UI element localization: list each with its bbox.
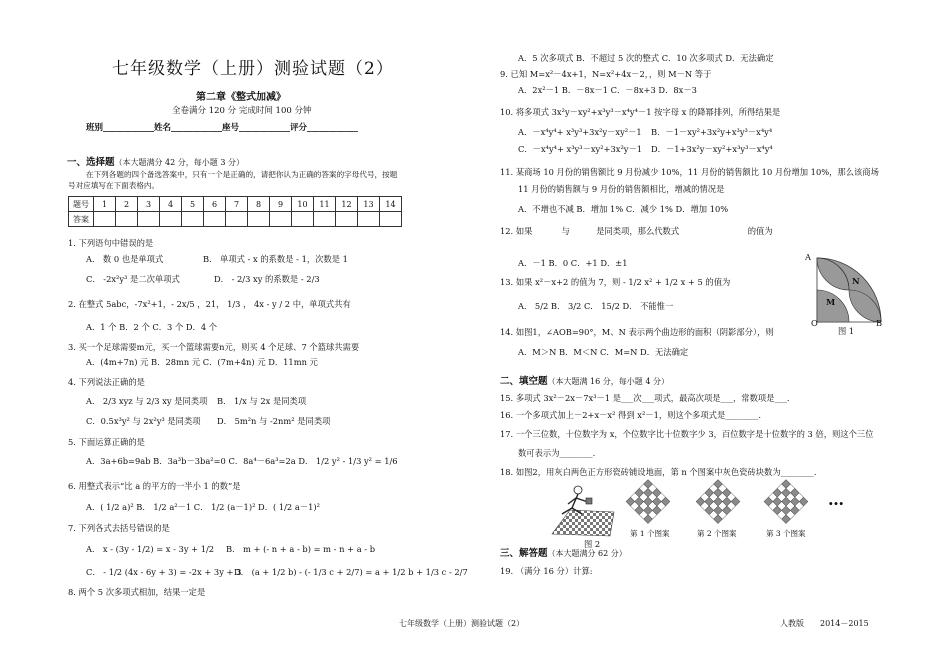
- answer-table-header-cell: 12: [336, 197, 358, 212]
- answer-table-answer-row: [69, 212, 402, 227]
- answer-cell[interactable]: [226, 212, 248, 227]
- question-11-options: A．不增也不减 B．增加 1% C．减少 1% D．增加 10%: [518, 204, 729, 214]
- footer-title: 七年级数学（上册）测验试题（2）: [399, 619, 525, 628]
- question-1: 1. 下列语句中错误的是: [68, 238, 154, 248]
- question-2: 2. 在整式 5abc，-7x²+1，- 2x/5 ，21， 1/3 ， 4x - y / 2 中，单项式共有: [68, 299, 351, 309]
- pattern-ellipsis: …: [828, 490, 844, 509]
- question-1-option-a: A． 数 0 也是单项式: [86, 254, 164, 264]
- answer-table-header-cell: 4: [160, 197, 182, 212]
- question-9: 9. 已知 M=x²－4x+1，N=x²+4x－2，，则 M－N 等于: [500, 69, 712, 79]
- question-10-option-a: A．－x⁴y⁴+ x³y³+3x²y－xy²－1: [518, 127, 642, 137]
- figure-1-label-b: B: [876, 318, 883, 328]
- section2-title: 二、填空题: [500, 376, 548, 387]
- pattern-3-label: 第 3 个图案: [766, 529, 806, 538]
- answer-table-header-cell: 9: [270, 197, 292, 212]
- section3-note: （本大题满分 62 分）: [547, 549, 627, 558]
- question-7-option-c: C． - 1/2 (4x - 6y + 3) = -2x + 3y + 3: [86, 567, 242, 577]
- answer-table-header-cell: 10: [292, 197, 314, 212]
- answer-cell[interactable]: [270, 212, 292, 227]
- question-4-option-b: B． 1/x 与 2x 是同类项: [217, 396, 307, 406]
- question-10-option-c: C．－x⁴y⁴+ x³y³－xy²+3x²y－1: [518, 144, 643, 154]
- question-15: 15. 多项式 3x²－2x－7x³－1 是___次___项式，最高次项是___，常数项是___.: [500, 393, 790, 403]
- figure-1-label-m: M: [826, 297, 836, 307]
- question-7-option-a: A． x - (3y - 1/2) = x - 3y + 1/2: [86, 544, 215, 554]
- question-11-line-2: 11 月份的销售额与 9 月份的销售额相比，增减的情况是: [518, 184, 725, 194]
- answer-table-header-cell: 题号: [69, 197, 94, 212]
- footer-edition: 人教版: [780, 619, 804, 628]
- answer-table-header-cell: 7: [226, 197, 248, 212]
- question-12-term-2: [572, 226, 593, 236]
- answer-cell[interactable]: [314, 212, 336, 227]
- question-8: 8. 两个 5 次多项式相加，结果一定是: [68, 587, 206, 597]
- answer-cell[interactable]: [182, 212, 204, 227]
- question-6: 6. 用整式表示“比 a 的平方的一半小 1 的数”是: [68, 481, 241, 491]
- answer-table-header-cell: 5: [182, 197, 204, 212]
- student-fields: 班别____________姓名____________座号____________评分____________: [86, 123, 359, 133]
- answer-table-header-cell: 13: [358, 197, 380, 212]
- figure-1-caption: 图 1: [838, 326, 855, 336]
- answer-row-label: 答案: [69, 212, 94, 227]
- answer-cell[interactable]: [160, 212, 182, 227]
- question-7: 7. 下列各式去括号错误的是: [68, 523, 170, 533]
- answer-cell[interactable]: [380, 212, 402, 227]
- figure-2-caption: 图 2: [584, 539, 601, 549]
- question-7-option-b: B． m + (- n + a - b) = m - n + a - b: [226, 544, 376, 554]
- section1-title: 一、选择题: [67, 157, 115, 168]
- question-12-mid: 与: [561, 226, 570, 236]
- question-12-term-1: [535, 226, 559, 236]
- answer-cell[interactable]: [116, 212, 138, 227]
- answer-cell[interactable]: [94, 212, 116, 227]
- section1-heading: [67, 154, 244, 168]
- question-14-options: A．M＞N B．M＜N C．M=N D．无法确定: [518, 347, 689, 357]
- question-18: 18. 如图2，用灰白两色正方形瓷砖铺设地面，第 n 个图案中灰色瓷砖块数为________.: [500, 467, 817, 477]
- question-8-options: A．5 次多项式 B．不超过 5 次的整式 C．10 次多项式 D．无法确定: [518, 53, 774, 63]
- question-6-options: A．( 1/2 a)² B． 1/2 a²－1 C． 1/2 (a－1)² D．( 1/2 a－1)²: [86, 502, 320, 512]
- question-2-options: A．1 个 B．2 个 C．3 个 D．4 个: [86, 322, 218, 332]
- exam-meta: 全卷满分 120 分 完成时间 100 分钟: [172, 106, 312, 116]
- question-1-option-b: B． 单项式 - x 的系数是 - 1，次数是 1: [203, 254, 348, 264]
- answer-cell[interactable]: [248, 212, 270, 227]
- question-14: 14. 如图1，∠AOB=90°，M、N 表示两个曲边形的面积（阴影部分），则: [500, 327, 774, 337]
- section2-heading: [500, 373, 669, 387]
- section1-instructions-1: 在下列各题的四个备选答案中，只有一个是正确的，请把你认为正确的答案的字母代号，按题: [86, 170, 398, 179]
- question-4-option-a: A． 2/3 xyz 与 2/3 xy 是同类项: [86, 396, 208, 406]
- question-13: 13. 如果 x²－x+2 的值为 7，则 - 1/2 x² + 1/2 x + 5 的值为: [500, 277, 731, 287]
- question-12-options: A．－1 B．0 C．+1 D．±1: [518, 258, 628, 268]
- figure-1-label-n: N: [852, 276, 860, 286]
- answer-table-header-cell: 14: [380, 197, 402, 212]
- section1-note: （本大题满分 42 分，每小题 3 分）: [114, 158, 244, 167]
- answer-cell[interactable]: [138, 212, 160, 227]
- question-4-option-d: D． 5m²n 与 -2nm² 是同类项: [217, 416, 331, 426]
- question-19: 19. （满分 16 分）计算:: [500, 566, 593, 576]
- answer-table-header-cell: 11: [314, 197, 336, 212]
- answer-cell[interactable]: [204, 212, 226, 227]
- chapter-title: 第二章《整式加减》: [196, 92, 286, 103]
- answer-table-header-cell: 8: [248, 197, 270, 212]
- section2-note: （本大题满 16 分，每小题 4 分）: [547, 377, 669, 386]
- question-1-option-c: C． -2x²y³ 是二次单项式: [86, 274, 180, 284]
- figure-2-illustration: [548, 480, 618, 538]
- exam-title: 七年级数学（上册）测验试题（2）: [112, 59, 394, 79]
- answer-table-header-cell: 2: [116, 197, 138, 212]
- question-10-option-b: B．－1－xy²+3x²y+x³y³－x⁴y⁴: [651, 127, 773, 137]
- pattern-1-label: 第 1 个图案: [630, 529, 670, 538]
- question-5: 5. 下面运算正确的是: [68, 437, 145, 447]
- answer-table-header-cell: 3: [138, 197, 160, 212]
- question-10: 10. 将多项式 3x²y－xy²+x³y³－x⁴y⁴－1 按字母 x 的降幂排列，所得结果是: [500, 107, 781, 117]
- question-3: 3. 买一个足球需要m元，买一个篮球需要n元，则买 4 个足球、7 个篮球共需要: [68, 342, 360, 352]
- question-1-option-d: D． - 2/3 xy 的系数是 - 2/3: [214, 274, 320, 284]
- question-12-end: 的值为: [747, 226, 773, 236]
- answer-cell[interactable]: [358, 212, 380, 227]
- question-16: 16. 一个多项式加上－2+x－x² 得到 x²－1，则这个多项式是________.: [500, 410, 762, 420]
- section3-heading: [500, 545, 627, 559]
- question-17-line-1: 17. 一个三位数，十位数字为 x，个位数字比十位数字少 3，百位数字是十位数字的 3 倍，则这个三位: [500, 429, 874, 439]
- question-12-expression: [682, 226, 745, 236]
- question-12: [500, 225, 773, 237]
- question-13-options: A． 5/2 B． 3/2 C． 15/2 D． 不能惟一: [518, 301, 674, 311]
- answer-table-header-row: [69, 197, 402, 212]
- question-11-line-1: 11. 某商场 10 月份的销售额比 9 月份减少 10%，11 月份的销售额比 10 月份增加 10%，那么该商场: [500, 167, 879, 177]
- pattern-2-label: 第 2 个图案: [697, 529, 737, 538]
- answer-cell[interactable]: [336, 212, 358, 227]
- question-4: 4. 下列说法正确的是: [68, 377, 145, 387]
- question-4-option-c: C．0.5x³y² 与 2x²y³ 是同类项: [86, 416, 201, 426]
- figure-1-label-a: A: [805, 252, 811, 262]
- tile-patterns: [618, 478, 858, 533]
- footer-year: 2014－2015: [820, 619, 869, 628]
- answer-table-header-cell: 1: [94, 197, 116, 212]
- question-3-options: A．(4m+7n) 元 B．28mn 元 C．(7m+4n) 元 D．11mn 元: [86, 357, 318, 367]
- question-5-options: A．3a+6b=9ab B．3a³b－3ba²=0 C．8a⁴－6a³=2a D． 1/2 y² - 1/3 y² = 1/6: [86, 456, 398, 466]
- question-12-pre: 12. 如果: [500, 226, 533, 236]
- question-12-post: 是同类项，那么代数式: [596, 226, 680, 236]
- section3-title: 三、解答题: [500, 548, 548, 559]
- answer-table-header-cell: 6: [204, 197, 226, 212]
- answer-table: [68, 196, 402, 227]
- question-7-option-d: D． (a + 1/2 b) - (- 1/3 c + 2/7) = a + 1/2 b + 1/3 c - 2/7: [234, 567, 468, 577]
- answer-cell[interactable]: [292, 212, 314, 227]
- section1-instructions-2: 号对应填写在下面表格内。: [68, 181, 160, 190]
- question-10-option-d: D．－1+3x²y－xy²+x³y³－x⁴y⁴: [651, 144, 773, 154]
- question-9-options: A．2x²－1 B．－8x－1 C．－8x+3 D．8x－3: [518, 85, 697, 95]
- figure-1-label-o: O: [811, 318, 818, 328]
- question-17-line-2: 数可表示为________.: [518, 448, 596, 458]
